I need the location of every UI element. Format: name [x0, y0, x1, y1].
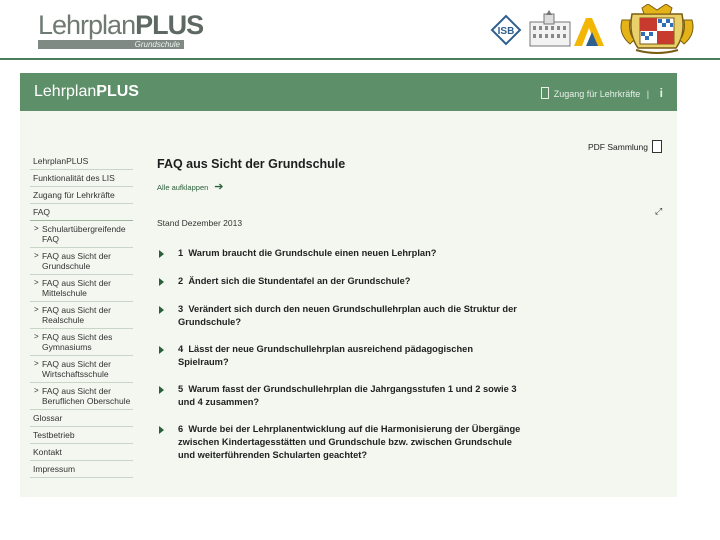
logo-subtitle: Grundschule [134, 40, 180, 49]
sidebar-subitem-mittelschule[interactable]: > FAQ aus Sicht der Mittelschule [30, 275, 133, 302]
expand-all-link[interactable] [157, 180, 657, 193]
question-number: 5 [178, 384, 184, 394]
faq-content [157, 153, 657, 462]
question-text: Lässt der neue Grundschullehrplan ausreichend pädagogischen Spielraum? [178, 344, 473, 367]
sidebar-subitem-berufliche-oberschule[interactable]: > FAQ aus Sicht der Beruflichen Oberschule [30, 383, 133, 410]
isb-logo-label: ISB [497, 26, 515, 37]
sidebar-subitem-grundschule[interactable]: > FAQ aus Sicht der Grundschule [30, 248, 133, 275]
bavarian-coat-of-arms [618, 4, 696, 56]
faq-question-2[interactable] [157, 275, 478, 288]
expand-triangle-icon [159, 426, 164, 434]
expand-arrow-icon: ➔ [214, 181, 224, 193]
expand-triangle-icon [159, 250, 164, 258]
expand-triangle-icon [159, 386, 164, 394]
expand-triangle-icon [159, 278, 164, 286]
site-brand[interactable] [34, 83, 139, 101]
question-text: Wurde bei der Lehrplanentwicklung auf die Harmonisierung der Übergänge zwischen Kindertagesstätten und Grundschule bzw. zwischen Grundschule und weiterführenden Schularten geachtet? [178, 424, 521, 460]
isb-logo [488, 10, 612, 50]
faq-question-4[interactable] [157, 343, 508, 369]
faq-question-1[interactable] [157, 247, 478, 260]
pdf-collection-link[interactable] [588, 140, 662, 153]
expand-all-label: Alle aufklappen [157, 183, 209, 192]
sidebar-item-impressum[interactable]: Impressum [30, 461, 133, 478]
question-text: Ändert sich die Stundentafel an der Grundschule? [188, 276, 411, 286]
info-icon[interactable]: i [659, 86, 663, 100]
question-text: Warum fasst der Grundschullehrplan die Jahrgangsstufen 1 und 2 sowie 3 und 4 zusammen? [178, 384, 517, 407]
sidebar-item-lehrplanplus[interactable]: LehrplanPLUS [30, 153, 133, 170]
sidebar-subitem-realschule[interactable]: > FAQ aus Sicht der Realschule [30, 302, 133, 329]
lehrplanplus-logo [38, 10, 204, 49]
faq-question-6[interactable] [157, 423, 523, 462]
sidebar-item-zugang[interactable]: Zugang für Lehrkräfte [30, 187, 133, 204]
expand-icon[interactable]: ⤢ [655, 206, 663, 216]
pdf-collection-label: PDF Sammlung [588, 142, 648, 152]
logo-word-bold: PLUS [135, 10, 204, 40]
pdf-icon [652, 140, 662, 153]
sidebar-subitem-schulartuebergreifend[interactable]: > Schulartübergreifende FAQ [30, 221, 133, 248]
teacher-access-link[interactable]: Zugang für Lehrkräfte [553, 89, 641, 99]
faq-question-5[interactable] [157, 383, 518, 409]
question-number: 2 [178, 276, 184, 286]
site-brand-light: Lehrplan [34, 83, 97, 100]
faq-question-3[interactable] [157, 303, 533, 329]
stand-date: Stand Dezember 2013 [157, 218, 243, 228]
website-screenshot [20, 73, 677, 497]
sidebar-item-testbetrieb[interactable]: Testbetrieb [30, 427, 133, 444]
header-links [541, 86, 663, 100]
site-brand-bold: PLUS [96, 83, 139, 100]
question-text: Verändert sich durch den neuen Grundschullehrplan auch die Struktur der Grundschule? [178, 304, 517, 327]
header-separator: | [646, 89, 650, 99]
document-icon [541, 87, 549, 99]
sidebar-subitem-wirtschaftsschule[interactable]: > FAQ aus Sicht der Wirtschaftsschule [30, 356, 133, 383]
sidebar-nav [30, 153, 133, 478]
sidebar-item-funktionalitaet[interactable]: Funktionalität des LIS [30, 170, 133, 187]
sidebar-item-faq[interactable]: FAQ [30, 204, 133, 221]
sidebar-item-kontakt[interactable]: Kontakt [30, 444, 133, 461]
expand-triangle-icon [159, 306, 164, 314]
sidebar-subitem-gymnasium[interactable]: > FAQ aus Sicht des Gymnasiums [30, 329, 133, 356]
question-number: 6 [178, 424, 184, 434]
question-number: 3 [178, 304, 184, 314]
question-text: Warum braucht die Grundschule einen neuen Lehrplan? [188, 248, 437, 258]
expand-triangle-icon [159, 346, 164, 354]
question-number: 1 [178, 248, 184, 258]
site-header [20, 73, 677, 111]
sidebar-item-glossar[interactable]: Glossar [30, 410, 133, 427]
page-title: FAQ aus Sicht der Grundschule [157, 157, 346, 171]
logo-word-light: Lehrplan [38, 10, 136, 40]
question-number: 4 [178, 344, 184, 354]
banner-divider [0, 58, 720, 60]
